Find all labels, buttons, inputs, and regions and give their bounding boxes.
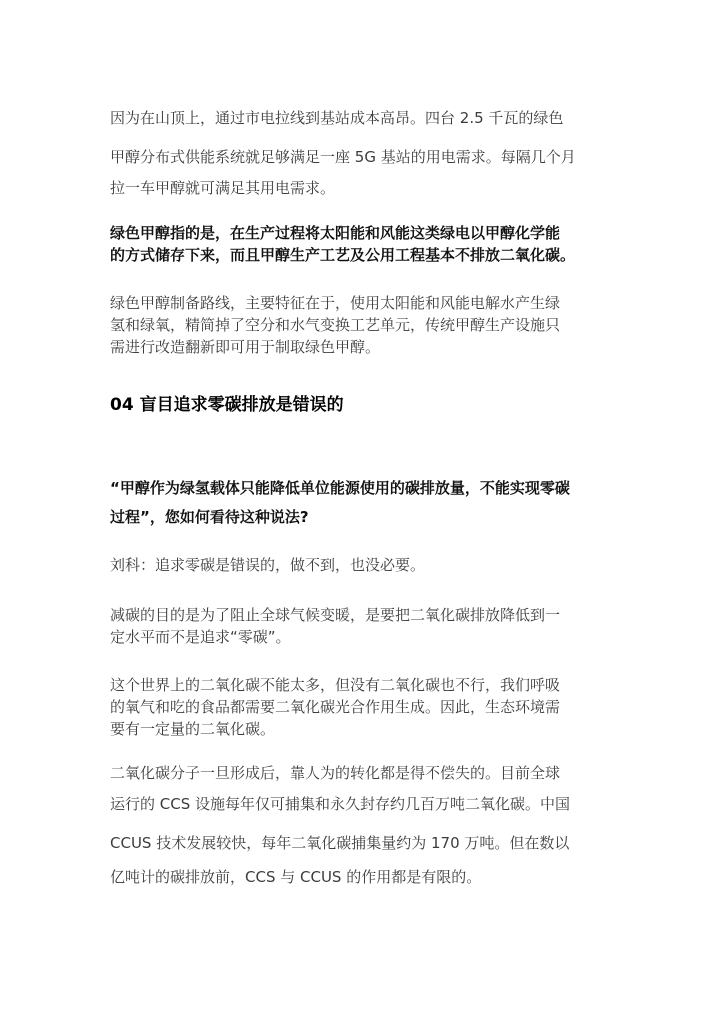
paragraph-9-line-2: 运行的 CCS 设施每年仅可捕集和永久封存约几百万吨二氧化碳。中国 (110, 795, 571, 813)
paragraph-9-line-3: CCUS 技术发展较快，每年二氧化碳捕集量约为 170 万吨。但在数以 (110, 834, 570, 852)
question-line-1: “甲醇作为绿氢载体只能降低单位能源使用的碳排放量，不能实现零碳 (110, 479, 570, 497)
paragraph-8-line-1: 这个世界上的二氧化碳不能太多，但没有二氧化碳也不行，我们呼吸 (110, 676, 561, 694)
paragraph-3-line-2: 氢和绿氧，精简掉了空分和水气变换工艺单元，传统甲醇生产设施只 (110, 316, 561, 334)
section-heading: 04 盲目追求零碳排放是错误的 (110, 395, 344, 415)
paragraph-1-line-3: 拉一车甲醇就可满足其用电需求。 (110, 179, 336, 197)
paragraph-1-line-1: 因为在山顶上，通过市电拉线到基站成本高昂。四台 2.5 千瓦的绿色 (110, 109, 564, 127)
paragraph-8-line-3: 要有一定量的二氧化碳。 (110, 720, 276, 738)
paragraph-8-line-2: 的氧气和吃的食品都需要二氧化碳光合作用生成。因此，生态环境需 (110, 698, 561, 716)
answer-intro: 刘科：追求零碳是错误的，做不到，也没必要。 (110, 556, 426, 574)
paragraph-7-line-1: 减碳的目的是为了阻止全球气候变暖，是要把二氧化碳排放降低到一 (110, 606, 561, 624)
paragraph-1-line-2: 甲醇分布式供能系统就足够满足一座 5G 基站的用电需求。每隔几个月 (110, 148, 576, 166)
question-line-2: 过程”，您如何看待这种说法? (110, 508, 309, 526)
paragraph-9-line-1: 二氧化碳分子一旦形成后，靠人为的转化都是得不偿失的。目前全球 (110, 764, 561, 782)
paragraph-2-line-1: 绿色甲醇指的是，在生产过程将太阳能和风能这类绿电以甲醇化学能 (110, 224, 561, 242)
paragraph-3-line-3: 需进行改造翻新即可用于制取绿色甲醇。 (110, 338, 381, 356)
paragraph-9-line-4: 亿吨计的碳排放前，CCS 与 CCUS 的作用都是有限的。 (110, 868, 482, 886)
paragraph-3-line-1: 绿色甲醇制备路线，主要特征在于，使用太阳能和风能电解水产生绿 (110, 294, 561, 312)
paragraph-2-line-2: 的方式储存下来，而且甲醇生产工艺及公用工程基本不排放二氧化碳。 (110, 246, 576, 264)
paragraph-7-line-2: 定水平而不是追求“零碳”。 (110, 628, 291, 646)
